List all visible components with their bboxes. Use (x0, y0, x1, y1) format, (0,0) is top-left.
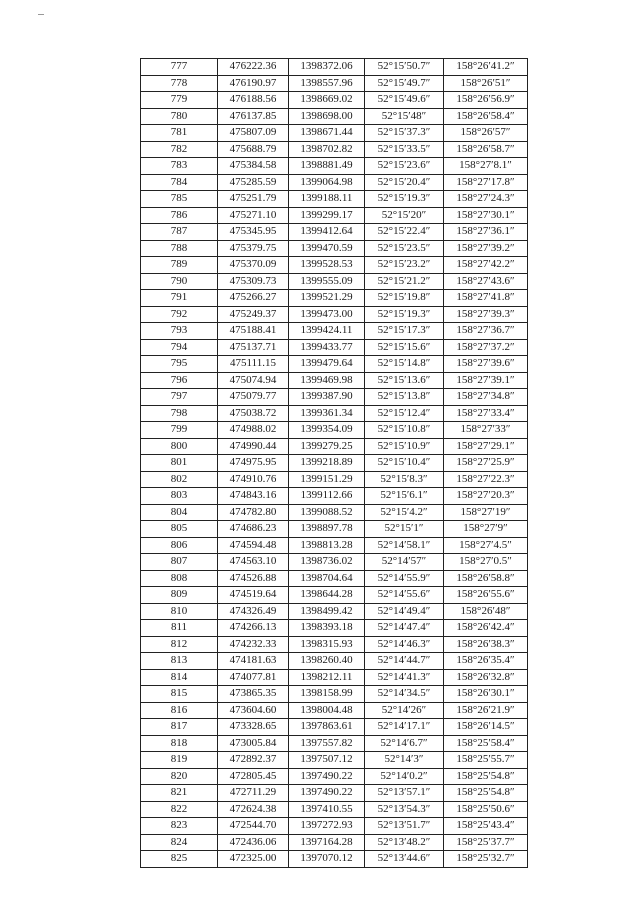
point-number-cell: 820 (141, 768, 218, 785)
latitude-cell: 52°15′20.4″ (365, 174, 444, 191)
longitude-cell: 158°27′20.3″ (444, 488, 528, 505)
x-coordinate-cell: 472805.45 (218, 768, 289, 785)
table-row (141, 290, 528, 307)
y-coordinate-cell: 1398315.93 (289, 636, 365, 653)
x-coordinate-cell: 475271.10 (218, 207, 289, 224)
x-coordinate-cell: 473005.84 (218, 735, 289, 752)
point-number-cell: 787 (141, 224, 218, 241)
table-row (141, 702, 528, 719)
y-coordinate-cell: 1399424.11 (289, 323, 365, 340)
table-row (141, 158, 528, 175)
point-number-cell: 799 (141, 422, 218, 439)
latitude-cell: 52°15′23.5″ (365, 240, 444, 257)
point-number-cell: 819 (141, 752, 218, 769)
point-number-cell: 782 (141, 141, 218, 158)
x-coordinate-cell: 475074.94 (218, 372, 289, 389)
y-coordinate-cell: 1398813.28 (289, 537, 365, 554)
x-coordinate-cell: 472892.37 (218, 752, 289, 769)
table-row (141, 323, 528, 340)
y-coordinate-cell: 1399064.98 (289, 174, 365, 191)
x-coordinate-cell: 475251.79 (218, 191, 289, 208)
table-row (141, 554, 528, 571)
longitude-cell: 158°26′58.4″ (444, 108, 528, 125)
x-coordinate-cell: 475384.58 (218, 158, 289, 175)
x-coordinate-cell: 473604.60 (218, 702, 289, 719)
longitude-cell: 158°26′21.9″ (444, 702, 528, 719)
y-coordinate-cell: 1398669.02 (289, 92, 365, 109)
y-coordinate-cell: 1397164.28 (289, 834, 365, 851)
table-row (141, 339, 528, 356)
y-coordinate-cell: 1399299.17 (289, 207, 365, 224)
table-row (141, 785, 528, 802)
point-number-cell: 804 (141, 504, 218, 521)
y-coordinate-cell: 1399433.77 (289, 339, 365, 356)
x-coordinate-cell: 474686.23 (218, 521, 289, 538)
latitude-cell: 52°14′0.2″ (365, 768, 444, 785)
point-number-cell: 800 (141, 438, 218, 455)
point-number-cell: 813 (141, 653, 218, 670)
table-row (141, 273, 528, 290)
point-number-cell: 798 (141, 405, 218, 422)
table-row (141, 207, 528, 224)
point-number-cell: 783 (141, 158, 218, 175)
point-number-cell: 806 (141, 537, 218, 554)
table-row (141, 620, 528, 637)
point-number-cell: 817 (141, 719, 218, 736)
y-coordinate-cell: 1399469.98 (289, 372, 365, 389)
point-number-cell: 777 (141, 59, 218, 76)
point-number-cell: 825 (141, 851, 218, 868)
latitude-cell: 52°15′13.8″ (365, 389, 444, 406)
x-coordinate-cell: 472436.06 (218, 834, 289, 851)
x-coordinate-cell: 475309.73 (218, 273, 289, 290)
y-coordinate-cell: 1398671.44 (289, 125, 365, 142)
x-coordinate-cell: 475266.27 (218, 290, 289, 307)
table-row (141, 669, 528, 686)
x-coordinate-cell: 476188.56 (218, 92, 289, 109)
x-coordinate-cell: 474526.88 (218, 570, 289, 587)
y-coordinate-cell: 1398260.40 (289, 653, 365, 670)
longitude-cell: 158°25′58.4″ (444, 735, 528, 752)
latitude-cell: 52°15′49.6″ (365, 92, 444, 109)
longitude-cell: 158°26′55.6″ (444, 587, 528, 604)
point-number-cell: 802 (141, 471, 218, 488)
table-row (141, 257, 528, 274)
latitude-cell: 52°15′33.5″ (365, 141, 444, 158)
x-coordinate-cell: 474181.63 (218, 653, 289, 670)
longitude-cell: 158°27′8.1″ (444, 158, 528, 175)
x-coordinate-cell: 474563.10 (218, 554, 289, 571)
y-coordinate-cell: 1397863.61 (289, 719, 365, 736)
point-number-cell: 788 (141, 240, 218, 257)
x-coordinate-cell: 475249.37 (218, 306, 289, 323)
table-row (141, 471, 528, 488)
longitude-cell: 158°26′41.2″ (444, 59, 528, 76)
longitude-cell: 158°27′36.1″ (444, 224, 528, 241)
table-row (141, 521, 528, 538)
table-row (141, 834, 528, 851)
longitude-cell: 158°27′33″ (444, 422, 528, 439)
latitude-cell: 52°15′22.4″ (365, 224, 444, 241)
point-number-cell: 803 (141, 488, 218, 505)
x-coordinate-cell: 475688.79 (218, 141, 289, 158)
y-coordinate-cell: 1399387.90 (289, 389, 365, 406)
latitude-cell: 52°14′3″ (365, 752, 444, 769)
point-number-cell: 809 (141, 587, 218, 604)
y-coordinate-cell: 1399188.11 (289, 191, 365, 208)
table-row (141, 389, 528, 406)
table-row (141, 686, 528, 703)
y-coordinate-cell: 1398881.49 (289, 158, 365, 175)
page-corner-mark (38, 14, 44, 15)
latitude-cell: 52°15′10.8″ (365, 422, 444, 439)
x-coordinate-cell: 474843.16 (218, 488, 289, 505)
table-row (141, 306, 528, 323)
table-row (141, 719, 528, 736)
longitude-cell: 158°26′56.9″ (444, 92, 528, 109)
y-coordinate-cell: 1398897.78 (289, 521, 365, 538)
table-row (141, 504, 528, 521)
coordinates-table (140, 58, 528, 868)
point-number-cell: 796 (141, 372, 218, 389)
latitude-cell: 52°14′57″ (365, 554, 444, 571)
point-number-cell: 795 (141, 356, 218, 373)
longitude-cell: 158°27′9″ (444, 521, 528, 538)
longitude-cell: 158°27′17.8″ (444, 174, 528, 191)
x-coordinate-cell: 472711.29 (218, 785, 289, 802)
latitude-cell: 52°15′15.6″ (365, 339, 444, 356)
latitude-cell: 52°14′6.7″ (365, 735, 444, 752)
x-coordinate-cell: 472624.38 (218, 801, 289, 818)
table-row (141, 455, 528, 472)
table-row (141, 108, 528, 125)
latitude-cell: 52°15′19.3″ (365, 191, 444, 208)
table-row (141, 92, 528, 109)
latitude-cell: 52°14′47.4″ (365, 620, 444, 637)
point-number-cell: 789 (141, 257, 218, 274)
x-coordinate-cell: 473865.35 (218, 686, 289, 703)
y-coordinate-cell: 1397557.82 (289, 735, 365, 752)
x-coordinate-cell: 474266.13 (218, 620, 289, 637)
y-coordinate-cell: 1399479.64 (289, 356, 365, 373)
latitude-cell: 52°14′34.5″ (365, 686, 444, 703)
longitude-cell: 158°25′32.7″ (444, 851, 528, 868)
point-number-cell: 780 (141, 108, 218, 125)
point-number-cell: 812 (141, 636, 218, 653)
latitude-cell: 52°13′54.3″ (365, 801, 444, 818)
longitude-cell: 158°26′51″ (444, 75, 528, 92)
latitude-cell: 52°15′12.4″ (365, 405, 444, 422)
point-number-cell: 797 (141, 389, 218, 406)
longitude-cell: 158°26′32.8″ (444, 669, 528, 686)
latitude-cell: 52°15′49.7″ (365, 75, 444, 92)
point-number-cell: 810 (141, 603, 218, 620)
point-number-cell: 794 (141, 339, 218, 356)
point-number-cell: 801 (141, 455, 218, 472)
longitude-cell: 158°27′30.1″ (444, 207, 528, 224)
x-coordinate-cell: 475038.72 (218, 405, 289, 422)
table-row (141, 752, 528, 769)
y-coordinate-cell: 1399470.59 (289, 240, 365, 257)
coordinates-table-body (141, 59, 528, 868)
latitude-cell: 52°14′44.7″ (365, 653, 444, 670)
point-number-cell: 824 (141, 834, 218, 851)
table-row (141, 818, 528, 835)
longitude-cell: 158°26′58.8″ (444, 570, 528, 587)
table-row (141, 174, 528, 191)
longitude-cell: 158°25′50.6″ (444, 801, 528, 818)
x-coordinate-cell: 475379.75 (218, 240, 289, 257)
longitude-cell: 158°27′0.5″ (444, 554, 528, 571)
x-coordinate-cell: 472544.70 (218, 818, 289, 835)
longitude-cell: 158°26′57″ (444, 125, 528, 142)
longitude-cell: 158°25′54.8″ (444, 785, 528, 802)
table-row (141, 603, 528, 620)
longitude-cell: 158°27′41.8″ (444, 290, 528, 307)
x-coordinate-cell: 476137.85 (218, 108, 289, 125)
point-number-cell: 808 (141, 570, 218, 587)
y-coordinate-cell: 1398702.82 (289, 141, 365, 158)
table-row (141, 422, 528, 439)
y-coordinate-cell: 1398704.64 (289, 570, 365, 587)
longitude-cell: 158°27′4.5″ (444, 537, 528, 554)
x-coordinate-cell: 475111.15 (218, 356, 289, 373)
longitude-cell: 158°27′22.3″ (444, 471, 528, 488)
y-coordinate-cell: 1399521.29 (289, 290, 365, 307)
table-row (141, 125, 528, 142)
y-coordinate-cell: 1397410.55 (289, 801, 365, 818)
table-row (141, 488, 528, 505)
longitude-cell: 158°26′30.1″ (444, 686, 528, 703)
latitude-cell: 52°14′17.1″ (365, 719, 444, 736)
point-number-cell: 784 (141, 174, 218, 191)
x-coordinate-cell: 474990.44 (218, 438, 289, 455)
y-coordinate-cell: 1399279.25 (289, 438, 365, 455)
latitude-cell: 52°14′55.6″ (365, 587, 444, 604)
latitude-cell: 52°15′20″ (365, 207, 444, 224)
latitude-cell: 52°14′58.1″ (365, 537, 444, 554)
point-number-cell: 805 (141, 521, 218, 538)
y-coordinate-cell: 1399361.34 (289, 405, 365, 422)
longitude-cell: 158°25′37.7″ (444, 834, 528, 851)
y-coordinate-cell: 1398644.28 (289, 587, 365, 604)
y-coordinate-cell: 1399473.00 (289, 306, 365, 323)
point-number-cell: 811 (141, 620, 218, 637)
table-row (141, 801, 528, 818)
point-number-cell: 822 (141, 801, 218, 818)
table-row (141, 735, 528, 752)
latitude-cell: 52°15′1″ (365, 521, 444, 538)
longitude-cell: 158°27′25.9″ (444, 455, 528, 472)
latitude-cell: 52°14′49.4″ (365, 603, 444, 620)
latitude-cell: 52°15′14.8″ (365, 356, 444, 373)
longitude-cell: 158°27′29.1″ (444, 438, 528, 455)
longitude-cell: 158°25′55.7″ (444, 752, 528, 769)
y-coordinate-cell: 1397272.93 (289, 818, 365, 835)
longitude-cell: 158°27′39.6″ (444, 356, 528, 373)
point-number-cell: 786 (141, 207, 218, 224)
table-row (141, 405, 528, 422)
table-row (141, 587, 528, 604)
y-coordinate-cell: 1398212.11 (289, 669, 365, 686)
y-coordinate-cell: 1399555.09 (289, 273, 365, 290)
latitude-cell: 52°15′19.3″ (365, 306, 444, 323)
latitude-cell: 52°15′8.3″ (365, 471, 444, 488)
longitude-cell: 158°27′37.2″ (444, 339, 528, 356)
x-coordinate-cell: 474975.95 (218, 455, 289, 472)
longitude-cell: 158°25′43.4″ (444, 818, 528, 835)
x-coordinate-cell: 472325.00 (218, 851, 289, 868)
x-coordinate-cell: 474594.48 (218, 537, 289, 554)
table-row (141, 141, 528, 158)
latitude-cell: 52°13′48.2″ (365, 834, 444, 851)
table-row (141, 191, 528, 208)
longitude-cell: 158°26′35.4″ (444, 653, 528, 670)
point-number-cell: 790 (141, 273, 218, 290)
y-coordinate-cell: 1398557.96 (289, 75, 365, 92)
table-row (141, 224, 528, 241)
point-number-cell: 791 (141, 290, 218, 307)
longitude-cell: 158°27′43.6″ (444, 273, 528, 290)
longitude-cell: 158°26′14.5″ (444, 719, 528, 736)
longitude-cell: 158°26′38.3″ (444, 636, 528, 653)
point-number-cell: 814 (141, 669, 218, 686)
latitude-cell: 52°15′19.8″ (365, 290, 444, 307)
point-number-cell: 793 (141, 323, 218, 340)
y-coordinate-cell: 1397490.22 (289, 785, 365, 802)
table-row (141, 372, 528, 389)
y-coordinate-cell: 1399151.29 (289, 471, 365, 488)
x-coordinate-cell: 474077.81 (218, 669, 289, 686)
x-coordinate-cell: 474232.33 (218, 636, 289, 653)
longitude-cell: 158°27′39.1″ (444, 372, 528, 389)
point-number-cell: 821 (141, 785, 218, 802)
longitude-cell: 158°27′42.2″ (444, 257, 528, 274)
x-coordinate-cell: 475345.95 (218, 224, 289, 241)
longitude-cell: 158°27′19″ (444, 504, 528, 521)
point-number-cell: 792 (141, 306, 218, 323)
table-row (141, 653, 528, 670)
y-coordinate-cell: 1399112.66 (289, 488, 365, 505)
table-row (141, 636, 528, 653)
longitude-cell: 158°27′33.4″ (444, 405, 528, 422)
latitude-cell: 52°15′13.6″ (365, 372, 444, 389)
latitude-cell: 52°13′44.6″ (365, 851, 444, 868)
y-coordinate-cell: 1399088.52 (289, 504, 365, 521)
latitude-cell: 52°15′21.2″ (365, 273, 444, 290)
table-row (141, 537, 528, 554)
y-coordinate-cell: 1399528.53 (289, 257, 365, 274)
y-coordinate-cell: 1398372.06 (289, 59, 365, 76)
latitude-cell: 52°15′50.7″ (365, 59, 444, 76)
x-coordinate-cell: 475370.09 (218, 257, 289, 274)
y-coordinate-cell: 1397490.22 (289, 768, 365, 785)
x-coordinate-cell: 474519.64 (218, 587, 289, 604)
table-row (141, 59, 528, 76)
latitude-cell: 52°14′46.3″ (365, 636, 444, 653)
x-coordinate-cell: 475188.41 (218, 323, 289, 340)
point-number-cell: 785 (141, 191, 218, 208)
latitude-cell: 52°15′37.3″ (365, 125, 444, 142)
y-coordinate-cell: 1397507.12 (289, 752, 365, 769)
latitude-cell: 52°15′17.3″ (365, 323, 444, 340)
latitude-cell: 52°14′41.3″ (365, 669, 444, 686)
y-coordinate-cell: 1399412.64 (289, 224, 365, 241)
point-number-cell: 818 (141, 735, 218, 752)
latitude-cell: 52°15′48″ (365, 108, 444, 125)
point-number-cell: 778 (141, 75, 218, 92)
longitude-cell: 158°27′24.3″ (444, 191, 528, 208)
y-coordinate-cell: 1398698.00 (289, 108, 365, 125)
longitude-cell: 158°26′42.4″ (444, 620, 528, 637)
table-row (141, 570, 528, 587)
table-row (141, 438, 528, 455)
x-coordinate-cell: 476190.97 (218, 75, 289, 92)
longitude-cell: 158°25′54.8″ (444, 768, 528, 785)
longitude-cell: 158°27′36.7″ (444, 323, 528, 340)
y-coordinate-cell: 1398393.18 (289, 620, 365, 637)
y-coordinate-cell: 1397070.12 (289, 851, 365, 868)
longitude-cell: 158°26′58.7″ (444, 141, 528, 158)
longitude-cell: 158°26′48″ (444, 603, 528, 620)
point-number-cell: 823 (141, 818, 218, 835)
latitude-cell: 52°15′10.4″ (365, 455, 444, 472)
table-row (141, 768, 528, 785)
latitude-cell: 52°15′4.2″ (365, 504, 444, 521)
y-coordinate-cell: 1398158.99 (289, 686, 365, 703)
latitude-cell: 52°15′6.1″ (365, 488, 444, 505)
table-row (141, 240, 528, 257)
latitude-cell: 52°15′23.2″ (365, 257, 444, 274)
latitude-cell: 52°15′10.9″ (365, 438, 444, 455)
x-coordinate-cell: 475079.77 (218, 389, 289, 406)
x-coordinate-cell: 474988.02 (218, 422, 289, 439)
y-coordinate-cell: 1398499.42 (289, 603, 365, 620)
x-coordinate-cell: 475137.71 (218, 339, 289, 356)
longitude-cell: 158°27′34.8″ (444, 389, 528, 406)
x-coordinate-cell: 475285.59 (218, 174, 289, 191)
latitude-cell: 52°15′23.6″ (365, 158, 444, 175)
longitude-cell: 158°27′39.2″ (444, 240, 528, 257)
longitude-cell: 158°27′39.3″ (444, 306, 528, 323)
latitude-cell: 52°13′57.1″ (365, 785, 444, 802)
table-row (141, 75, 528, 92)
point-number-cell: 816 (141, 702, 218, 719)
point-number-cell: 807 (141, 554, 218, 571)
y-coordinate-cell: 1398736.02 (289, 554, 365, 571)
y-coordinate-cell: 1398004.48 (289, 702, 365, 719)
point-number-cell: 779 (141, 92, 218, 109)
point-number-cell: 815 (141, 686, 218, 703)
y-coordinate-cell: 1399354.09 (289, 422, 365, 439)
table-row (141, 851, 528, 868)
x-coordinate-cell: 474326.49 (218, 603, 289, 620)
latitude-cell: 52°13′51.7″ (365, 818, 444, 835)
latitude-cell: 52°14′55.9″ (365, 570, 444, 587)
x-coordinate-cell: 474782.80 (218, 504, 289, 521)
x-coordinate-cell: 476222.36 (218, 59, 289, 76)
point-number-cell: 781 (141, 125, 218, 142)
x-coordinate-cell: 475807.09 (218, 125, 289, 142)
x-coordinate-cell: 473328.65 (218, 719, 289, 736)
x-coordinate-cell: 474910.76 (218, 471, 289, 488)
table-row (141, 356, 528, 373)
y-coordinate-cell: 1399218.89 (289, 455, 365, 472)
latitude-cell: 52°14′26″ (365, 702, 444, 719)
